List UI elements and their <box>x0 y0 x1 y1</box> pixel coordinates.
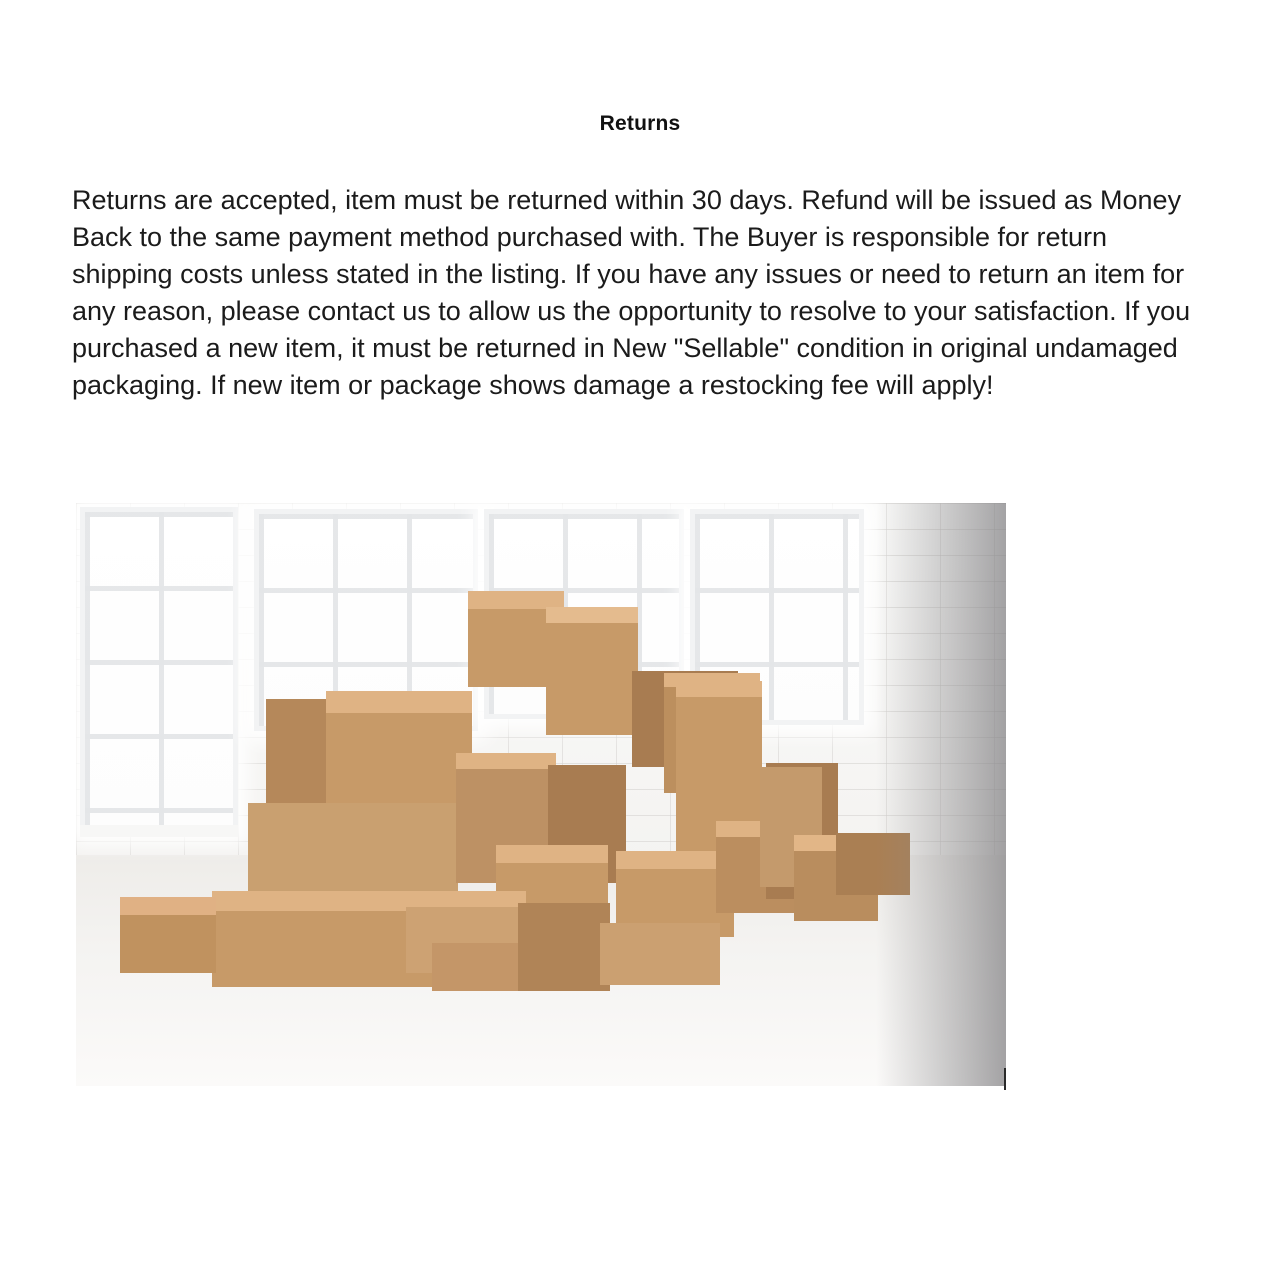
box <box>326 691 472 807</box>
window-sill-left <box>80 825 238 837</box>
box <box>600 923 720 985</box>
box <box>518 903 610 991</box>
window-left <box>80 507 238 835</box>
box <box>120 897 216 973</box>
cardboard-boxes-photo <box>76 503 1006 1086</box>
box <box>248 803 458 903</box>
photo-scene <box>76 503 1006 1086</box>
box <box>546 607 638 735</box>
text-cursor <box>1004 1068 1006 1090</box>
returns-policy-text: Returns are accepted, item must be returned within 30 days. Refund will be issued as Money Back to the same payment method purchased with. The Buyer is responsible for return shipping costs unless stated in the listing. If you have any issues or need to return an item for any reason, please contact us to allow us the opportunity to resolve to your satisfaction. If you purchased a new item, it must be returned in New "Sellable" condition in original undamaged packaging. If new item or package shows damage a restocking fee will apply! <box>72 185 1191 400</box>
photo-vignette <box>876 503 1006 1086</box>
window-pane-grid <box>85 512 233 830</box>
page-title: Returns <box>599 112 681 135</box>
